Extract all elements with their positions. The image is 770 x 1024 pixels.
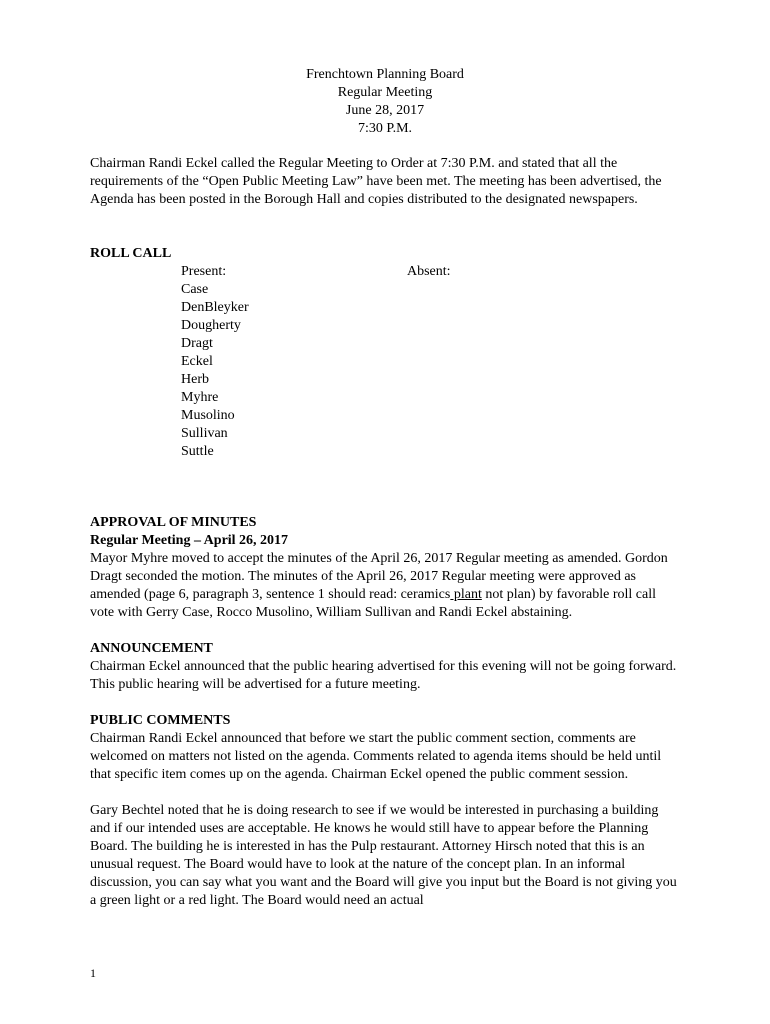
member-name: Dougherty [181,318,241,333]
approval-text-before: Mayor Myhre moved to accept the minutes of the April 26, 2017 Regular meeting as amended. Gordon Dragt seconded the motion. The minutes of the April 26, 2017 Regular meeting were approved as amended (page 6, paragraph 3, sentence 1 should read: ceramics [90,551,668,602]
member-name: Myhre [181,390,219,405]
member-name: Sullivan [181,426,228,441]
member-name: Herb [181,372,209,387]
absent-label: Absent: [407,264,451,279]
intro-paragraph: Chairman Randi Eckel called the Regular Meeting to Order at 7:30 P.M. and stated that all the requirements of the “Open Public Meeting Law” have been met. The meeting has been advertised, the Agenda has been posted in the Borough Hall and copies distributed to the designated newspapers. [90,156,662,207]
roll-call-heading: ROLL CALL [90,246,172,261]
public-comments-paragraph-1: Chairman Randi Eckel announced that before we start the public comment section, comments are welcomed on matters not listed on the agenda. Comments related to agenda items should be held until that specific item comes up on the agenda. Chairman Eckel opened the public comment session. [90,731,662,782]
member-name: DenBleyker [181,300,249,315]
approval-subheading: Regular Meeting – April 26, 2017 [90,533,289,548]
public-comments-paragraph-2: Gary Bechtel noted that he is doing research to see if we would be interested in purchasing a building and if our intended uses are acceptable. He knows he would still have to appear before the Planning Board. The building he is interested in has the Pulp restaurant. Attorney Hirsch noted that this is an unusual request. The Board would have to look at the nature of the concept plan. In an informal discussion, you can say what you want and the Board will give you input but the Board is not giving you a green light or a red light. The Board would need an actual [90,803,677,908]
board-name: Frenchtown Planning Board [306,67,464,82]
roll-call-section [90,263,680,461]
announcement-heading: ANNOUNCEMENT [90,641,213,656]
meeting-time: 7:30 P.M. [357,121,413,136]
document-page [90,66,680,910]
member-name: Suttle [181,444,214,459]
approval-paragraph [90,550,680,622]
member-name: Musolino [181,408,235,423]
present-label: Present: [181,264,227,279]
public-comments-heading: PUBLIC COMMENTS [90,713,231,728]
member-name: Dragt [181,336,213,351]
approval-underlined-word: plant [450,587,482,602]
member-name: Case [181,282,209,297]
meeting-date: June 28, 2017 [345,103,425,118]
present-list [181,263,249,461]
document-header [90,66,680,138]
announcement-paragraph: Chairman Eckel announced that the public hearing advertised for this evening will not be going forward. This public hearing will be advertised for a future meeting. [90,659,677,692]
approval-text-after: not plan) by favorable roll call vote with Gerry Case, Rocco Musolino, William Sullivan and Randi Eckel abstaining. [90,587,657,620]
member-name: Eckel [181,354,213,369]
page-number: 1 [90,966,96,980]
approval-heading: APPROVAL OF MINUTES [90,515,257,530]
meeting-type: Regular Meeting [337,85,433,100]
